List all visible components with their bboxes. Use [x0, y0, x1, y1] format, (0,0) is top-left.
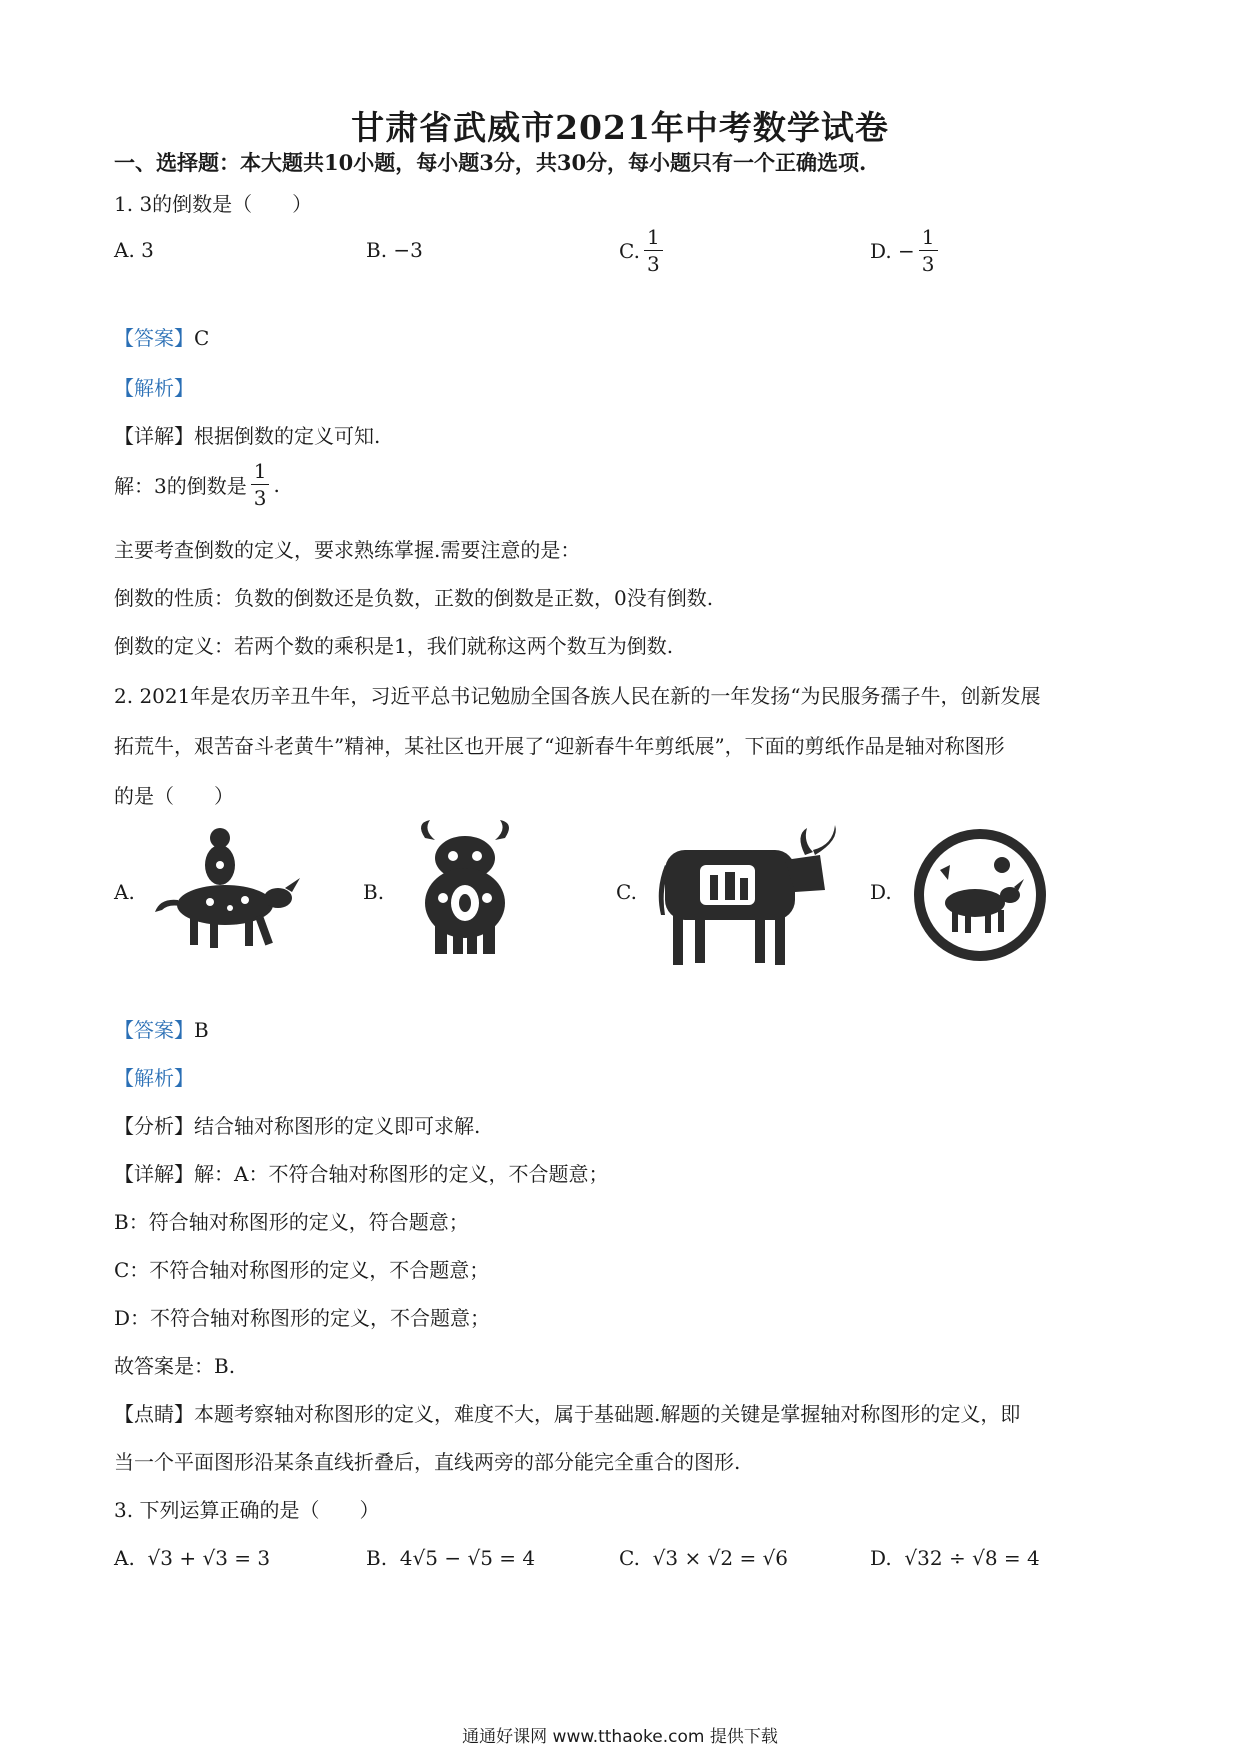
fraction-denominator: 3	[921, 252, 935, 276]
fraction	[919, 226, 938, 275]
answer-value: C	[194, 326, 210, 350]
q2-option-a-label: A.	[114, 880, 135, 904]
option-label: A.	[114, 1546, 135, 1570]
q2-line-c: C：不符合轴对称图形的定义，不合题意；	[114, 1258, 490, 1282]
papercut-ox-side-view	[655, 820, 845, 970]
detail-tag: 【详解】	[114, 424, 194, 448]
dianjing-text: 本题考察轴对称图形的定义，难度不大，属于基础题.解题的关键是掌握轴对称图形的定义，即	[194, 1402, 1021, 1426]
option-label: D.	[870, 1546, 892, 1570]
detail-tag: 【详解】	[114, 1162, 194, 1186]
q1-note-2: 倒数的性质：负数的倒数还是负数，正数的倒数是正数，0没有倒数.	[114, 586, 714, 610]
q1-stem: 1. 3的倒数是（ ）	[114, 192, 313, 216]
q2-option-c-image	[655, 820, 845, 974]
section-heading: 一、选择题：本大题共10小题，每小题3分，共30分，每小题只有一个正确选项.	[114, 150, 867, 175]
q2-option-b-label: B.	[363, 880, 385, 904]
q1-option-c	[619, 226, 667, 275]
solution-prefix: 解：3的倒数是	[114, 474, 247, 498]
option-expression: √3 + √3 = 3	[147, 1546, 271, 1570]
fraction-numerator: 1	[251, 460, 270, 485]
option-expression: 4√5 − √5 = 4	[399, 1546, 536, 1570]
q2-dianjing-line-1	[114, 1398, 1020, 1427]
fraction	[251, 460, 270, 509]
papercut-ox-symmetric	[405, 818, 525, 958]
q1-note-1: 主要考查倒数的定义，要求熟练掌握.需要注意的是：	[114, 538, 581, 562]
q1-option-a: A. 3	[114, 238, 154, 262]
option-expression: √32 ÷ √8 = 4	[904, 1546, 1040, 1570]
q2-option-c-label: C.	[616, 880, 637, 904]
q2-option-d-image	[910, 825, 1050, 969]
q1-detail	[114, 420, 380, 449]
dianjing-tag: 【点睛】	[114, 1402, 194, 1426]
q2-answer	[114, 1014, 209, 1043]
q2-option-d-label: D.	[870, 880, 892, 904]
q2-option-b-image	[405, 818, 525, 962]
q3-option-a	[114, 1546, 270, 1570]
q3-option-c	[619, 1546, 788, 1570]
q1-option-c-label: C.	[619, 238, 640, 263]
q1-solution	[114, 460, 280, 509]
answer-tag: 【答案】	[114, 1018, 194, 1042]
q3-option-b	[366, 1546, 535, 1570]
fraction-denominator: 3	[253, 486, 267, 510]
q3-option-d	[870, 1546, 1040, 1570]
q1-option-d-label: D. −	[870, 238, 915, 263]
fraction-numerator: 1	[919, 226, 938, 251]
q2-fenxi	[114, 1110, 480, 1139]
q1-note-3: 倒数的定义：若两个数的乘积是1，我们就称这两个数互为倒数.	[114, 634, 674, 658]
page-footer: 通通好课网 www.tthaoke.com 提供下载	[462, 1727, 778, 1747]
q2-line-b: B：符合轴对称图形的定义，符合题意；	[114, 1210, 469, 1234]
fraction	[644, 226, 663, 275]
q2-dianjing-line-2: 当一个平面图形沿某条直线折叠后，直线两旁的部分能完全重合的图形.	[114, 1450, 741, 1474]
q2-conclusion: 故答案是：B.	[114, 1354, 236, 1378]
q2-option-a-image	[150, 820, 310, 964]
q2-stem-line-2: 拓荒牛，艰苦奋斗老黄牛”精神，某社区也开展了“迎新春牛年剪纸展”，下面的剪纸作品是轴对称图形	[114, 734, 1005, 758]
option-expression: √3 × √2 = √6	[652, 1546, 789, 1570]
answer-tag: 【答案】	[114, 326, 194, 350]
q2-stem-line-1: 2. 2021年是农历辛丑牛年，习近平总书记勉励全国各族人民在新的一年发扬“为民服务孺子牛，创新发展	[114, 684, 1041, 708]
fenxi-tag: 【分析】	[114, 1114, 194, 1138]
q1-option-b: B. −3	[366, 238, 423, 262]
fraction-denominator: 3	[646, 252, 660, 276]
q1-analysis-tag: 【解析】	[114, 376, 194, 400]
answer-value: B	[194, 1018, 209, 1042]
papercut-ox-with-rider	[150, 820, 310, 960]
page-title: 甘肃省武威市2021年中考数学试卷	[351, 108, 889, 147]
q2-detail	[114, 1158, 608, 1187]
q1-answer	[114, 322, 209, 351]
detail-text: 解：A：不符合轴对称图形的定义，不合题意；	[194, 1162, 609, 1186]
detail-text: 根据倒数的定义可知.	[194, 424, 381, 448]
fraction-numerator: 1	[644, 226, 663, 251]
q3-stem: 3. 下列运算正确的是（ ）	[114, 1498, 380, 1522]
option-label: B.	[366, 1546, 388, 1570]
q2-analysis-tag: 【解析】	[114, 1066, 194, 1090]
option-label: C.	[619, 1546, 640, 1570]
papercut-ox-round-frame	[910, 825, 1050, 965]
q2-line-d: D：不符合轴对称图形的定义，不合题意；	[114, 1306, 491, 1330]
q2-stem-line-3: 的是（ ）	[114, 784, 234, 808]
solution-suffix: .	[273, 472, 280, 497]
fenxi-text: 结合轴对称图形的定义即可求解.	[194, 1114, 481, 1138]
q1-option-d	[870, 226, 942, 275]
